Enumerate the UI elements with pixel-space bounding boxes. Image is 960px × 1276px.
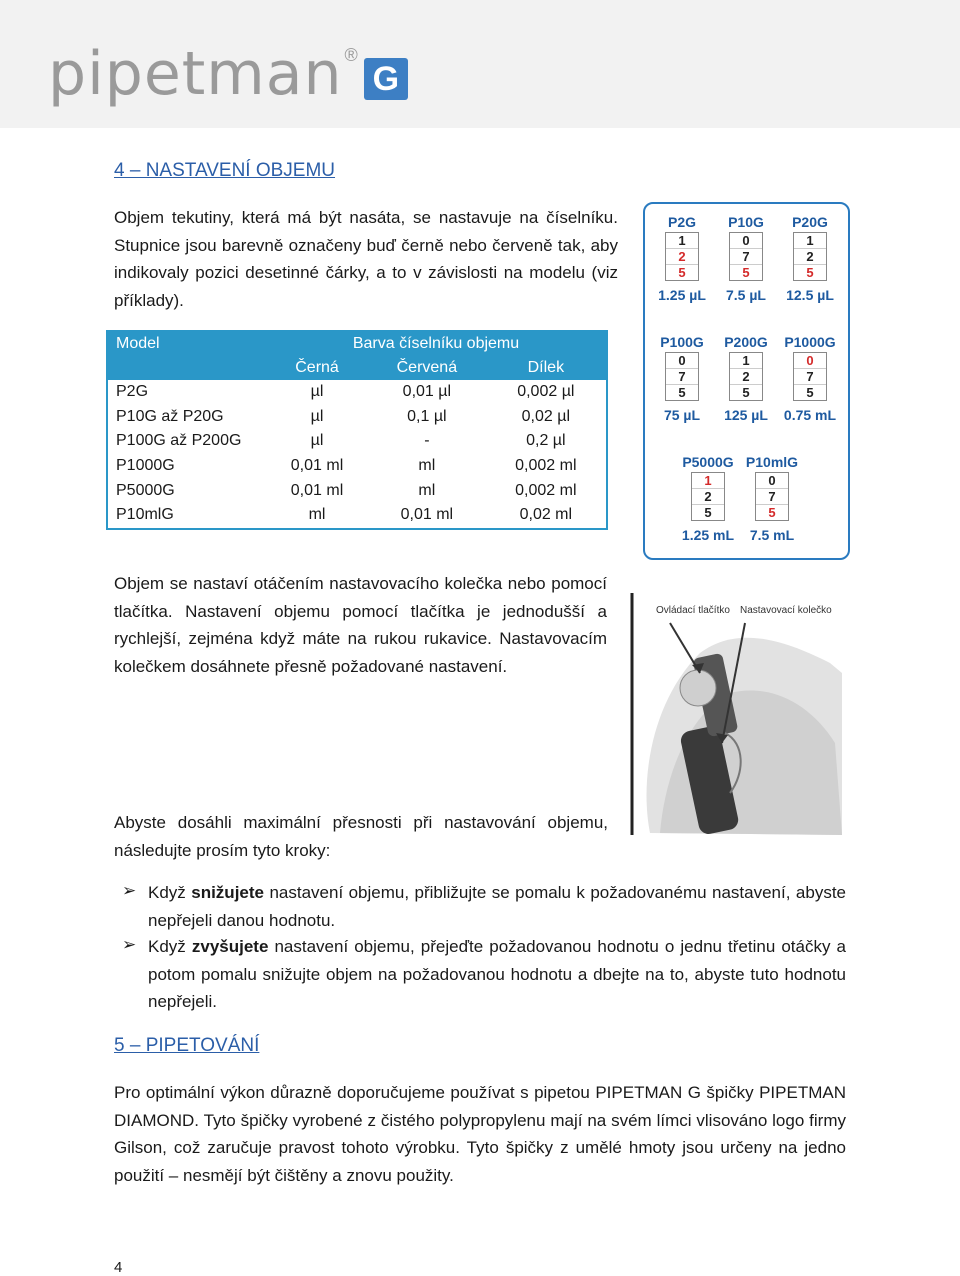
dial-digit: 5: [806, 265, 814, 280]
table-row: [107, 503, 607, 529]
cell-model: P10mlG: [116, 506, 174, 524]
page-number: 4: [114, 1259, 123, 1276]
dial-volume: 12.5 µL: [786, 287, 834, 303]
section-4-title: 4 – NASTAVENÍ OBJEMU: [114, 160, 336, 181]
dial-volume: 7.5 µL: [726, 287, 766, 303]
cell-red: 0,01 ml: [400, 506, 454, 524]
cell-step: 0,002 µl: [517, 383, 575, 401]
dial-digit: 7: [730, 249, 762, 265]
table-row: [107, 405, 607, 430]
dial-counter: [793, 232, 827, 281]
table-body: [107, 380, 607, 529]
dial-digit: 5: [768, 505, 776, 520]
table-header-row: [107, 331, 607, 356]
cell-red: -: [424, 432, 430, 450]
dial-digit: 7: [756, 489, 788, 505]
cell-black: µl: [310, 407, 324, 425]
bullet-post: nastavení objemu, přejeďte požadovanou hodnotu o jednu třetinu otáčky a potom pomalu snižujte objem na požadovanou hodnotu a dbejte na to, abyste tuto hodnotu nepřejeli.: [148, 937, 846, 1011]
dial-model-name: P2G: [667, 214, 696, 230]
cell-step: 0,002 ml: [515, 481, 577, 499]
dial-digit: 1: [666, 233, 698, 249]
cell-black: 0,01 ml: [290, 481, 344, 499]
list-item: [148, 879, 846, 934]
cell-step: 0,2 µl: [526, 432, 566, 450]
cell-black: 0,01 ml: [290, 457, 344, 475]
dial-model-name: P5000G: [682, 454, 734, 470]
dial-example: [649, 214, 715, 303]
cell-black: µl: [310, 383, 324, 401]
pipetman-logo: [48, 34, 408, 109]
col-black-header: Černá: [266, 356, 368, 380]
cell-model: P5000G: [116, 481, 175, 499]
dial-counter: [665, 232, 699, 281]
dial-counter: [665, 352, 699, 401]
col-red-header: Červená: [368, 356, 486, 380]
cell-step: 0,002 ml: [515, 457, 577, 475]
dial-model-name: P200G: [724, 334, 768, 350]
dial-counter: [691, 472, 725, 521]
dial-counter: [755, 472, 789, 521]
cell-model: P100G až P200G: [116, 432, 242, 450]
logo-registered-mark: ®: [344, 45, 358, 65]
dial-counter: [793, 352, 827, 401]
dial-example: [713, 334, 779, 423]
table-row: [107, 380, 607, 405]
cell-red: ml: [418, 481, 436, 499]
logo-g-badge: G: [364, 58, 408, 100]
dial-counter: [729, 352, 763, 401]
cell-step: 0,02 ml: [519, 506, 573, 524]
dial-model-name: P100G: [660, 334, 704, 350]
dial-model-name: P1000G: [784, 334, 836, 350]
dial-volume: 7.5 mL: [749, 527, 795, 543]
table-subheader-row: [107, 356, 607, 380]
col-model-header: Model: [107, 331, 266, 356]
dial-digit: 5: [704, 505, 712, 520]
dial-digit: 5: [742, 265, 750, 280]
cell-red: 0,01 µl: [402, 383, 452, 401]
dial-digit: 2: [666, 249, 698, 265]
pipette-photo: [630, 593, 842, 835]
list-item: [148, 933, 846, 1016]
dial-digit: 0: [756, 473, 788, 489]
dial-digit: 1: [730, 353, 762, 369]
cell-black: ml: [308, 506, 326, 524]
bullet-post: nastavení objemu, přibližujte se pomalu k požadovanému nastavení, abyste nepřejeli danou hodnotu.: [148, 883, 846, 930]
dial-digit: 7: [666, 369, 698, 385]
dial-example: [713, 214, 779, 303]
arrow-bullet-icon: ➢: [122, 881, 137, 900]
dial-volume: 125 µL: [724, 407, 768, 423]
bullet-pre: Když: [148, 883, 192, 902]
dial-model-name: P10mlG: [745, 454, 799, 470]
dial-volume: 75 µL: [663, 407, 701, 423]
cell-red: 0,1 µl: [407, 407, 447, 425]
dial-examples-figure: [643, 202, 850, 560]
dial-example: [649, 334, 715, 423]
table-row: [107, 478, 607, 503]
table-row: [107, 429, 607, 454]
dial-example: [777, 334, 843, 423]
wheel-label: Nastavovací kolečko: [740, 605, 832, 616]
dial-model-name: P10G: [728, 214, 764, 230]
dial-example: [675, 454, 741, 543]
intro-paragraph: Objem tekutiny, která má být nasáta, se nastavuje na číselníku. Stupnice jsou barevně označeny buď černě nebo červeně tak, aby indikovaly pozici desetinné čárky, a to v závislosti na modelu (viz příklady).: [114, 208, 618, 310]
dial-digit: 5: [678, 265, 686, 280]
dial-digit: 0: [794, 353, 826, 369]
empty-header-cell: [107, 356, 266, 380]
dial-digit: 0: [666, 353, 698, 369]
bullet-pre: Když: [148, 937, 192, 956]
dial-counter: [729, 232, 763, 281]
cell-black: µl: [310, 432, 324, 450]
dial-model-name: P20G: [792, 214, 828, 230]
logo-text: pipetman: [48, 39, 343, 109]
adjust-paragraph: Objem se nastaví otáčením nastavovacího kolečka nebo pomocí tlačítka. Nastavení objemu pomocí tlačítka je jednodušší a rychlejší, zejména když máte na rukou rukavice. Nastavovacím kolečkem dosáhnete přesně požadované nastavení.: [114, 574, 607, 676]
dial-digit: 5: [806, 385, 814, 400]
page-header: [0, 0, 960, 128]
dial-digit: 1: [692, 473, 724, 489]
bullet-keyword: zvyšujete: [191, 937, 269, 956]
dial-digit: 2: [692, 489, 724, 505]
dial-digit: 1: [794, 233, 826, 249]
dial-digit: 2: [730, 369, 762, 385]
dial-example: [739, 454, 805, 543]
dial-volume: 1.25 µL: [658, 287, 706, 303]
cell-model: P10G až P20G: [116, 407, 224, 425]
bullet-keyword: snižujete: [191, 883, 264, 902]
cell-red: ml: [418, 457, 436, 475]
dial-digit: 5: [742, 385, 750, 400]
cell-model: P2G: [116, 383, 149, 401]
arrow-bullet-icon: ➢: [122, 935, 137, 954]
table-row: [107, 454, 607, 479]
col-step-header: Dílek: [486, 356, 607, 380]
button-label: Ovládací tlačítko: [656, 605, 730, 616]
col-group-header: Barva číselníku objemu: [266, 331, 607, 356]
steps-intro-paragraph: Abyste dosáhli maximální přesnosti při nastavování objemu, následujte prosím tyto kroky:: [114, 813, 608, 860]
dial-digit: 2: [794, 249, 826, 265]
dial-digit: 5: [678, 385, 686, 400]
cell-model: P1000G: [116, 457, 175, 475]
dial-volume: 1.25 mL: [681, 527, 735, 543]
volume-color-table: [106, 330, 608, 530]
dial-example: [777, 214, 843, 303]
cell-step: 0,02 µl: [521, 407, 571, 425]
dial-digit: 7: [794, 369, 826, 385]
dial-volume: 0.75 mL: [783, 407, 837, 423]
dial-digit: 0: [730, 233, 762, 249]
section-5-paragraph: Pro optimální výkon důrazně doporučujeme používat s pipetou PIPETMAN G špičky PIPETMAN DIAMOND. Tyto špičky vyrobené z čistého polypropylenu mají na svém límci vlisováno logo firmy Gilson, což zaručuje pravost tohoto výrobku. Tyto špičky z umělé hmoty jsou určeny na jedno použití – nesmějí být čištěny a znovu použity.: [114, 1083, 846, 1185]
section-5-title: 5 – PIPETOVÁNÍ: [114, 1035, 260, 1056]
pipette-hand-illustration: [630, 593, 842, 835]
